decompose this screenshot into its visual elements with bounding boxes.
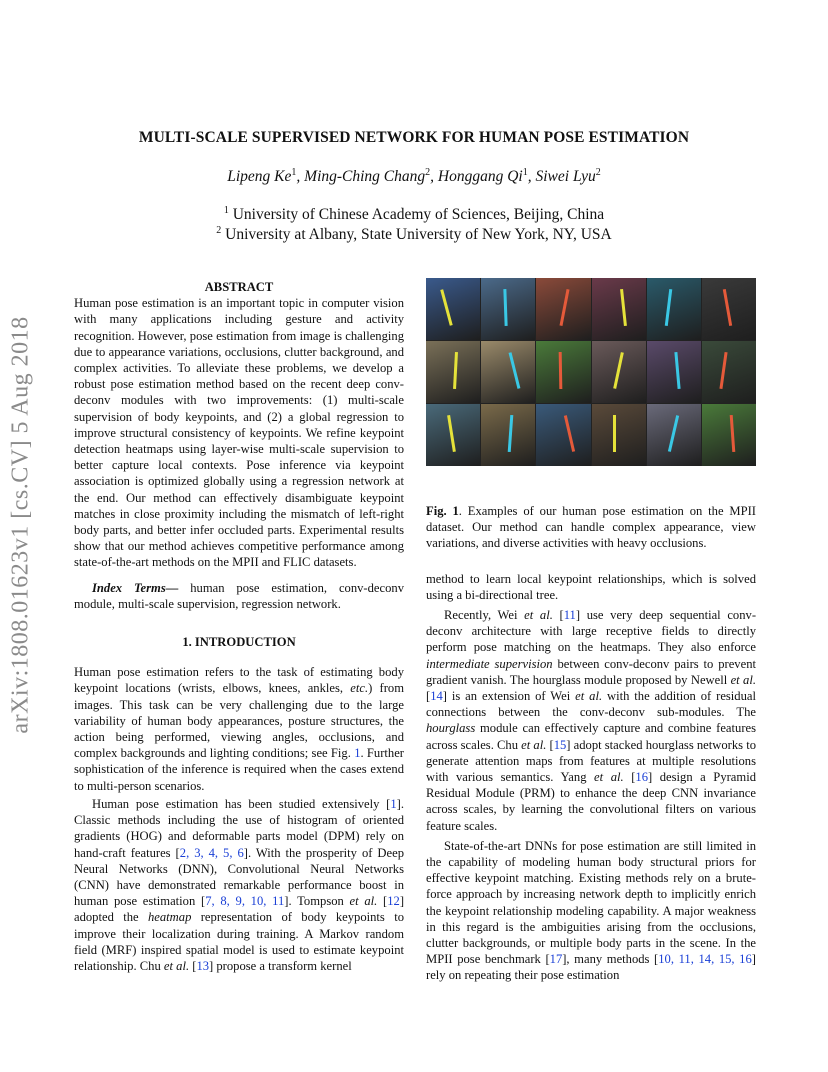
- pose-example-photo: [426, 341, 480, 403]
- text-run: ] adopt stacked hourglass networks to generate attention maps from features at multiple resolutions with various semantics. Yang: [426, 737, 757, 785]
- text-run: intermediate supervision: [426, 656, 553, 671]
- text-run: Human pose estimation refers to the task of estimating body keypoint locations (wrists, elbows, knees, ankles,: [74, 665, 404, 696]
- pose-example-photo: [536, 278, 590, 340]
- text-run: [: [552, 608, 564, 623]
- author-sep: ,: [430, 168, 438, 185]
- citation-link[interactable]: 2, 3, 4, 5, 6: [179, 845, 244, 860]
- pose-example-photo: [481, 404, 535, 466]
- text-run: Human pose estimation has been studied extensively [: [92, 796, 391, 811]
- text-run: [: [426, 689, 431, 704]
- text-run: Recently, Wei: [444, 608, 525, 623]
- author-sup: 2: [425, 166, 431, 178]
- pose-example-photo: [536, 404, 590, 466]
- text-run: [: [546, 737, 554, 752]
- text-run: et al.: [349, 894, 378, 909]
- author-name: Lipeng Ke: [227, 168, 292, 185]
- intro-paragraph-1: [74, 664, 404, 794]
- citation-link[interactable]: 15: [553, 737, 567, 752]
- pose-example-photo: [592, 404, 646, 466]
- pose-skeleton-overlay: [440, 289, 453, 326]
- text-run: [: [623, 770, 636, 785]
- text-run: heatmap: [148, 910, 192, 925]
- text-run: ] is an extension of Wei: [442, 689, 576, 704]
- pose-skeleton-overlay: [564, 415, 575, 452]
- author-sup: 2: [595, 166, 601, 178]
- text-run: ) from images. This task can be very challenging due to the large variability of human body appearances, posture structures, the action being performed, viewing angles, occlusions, and complex backgrounds and lighting conditions; see Fig.: [74, 681, 404, 761]
- text-run: with the addition of residual connections between the conv-deconv sub-modules. The: [426, 689, 756, 720]
- pose-skeleton-overlay: [447, 415, 456, 452]
- index-terms-label: Index Terms—: [92, 580, 179, 595]
- pose-example-photo: [647, 404, 701, 466]
- citation-link[interactable]: 12: [387, 894, 400, 909]
- pose-example-photo: [481, 341, 535, 403]
- citation-link[interactable]: 16: [635, 770, 648, 785]
- text-run: et al.: [163, 958, 190, 973]
- text-run: et al.: [575, 689, 603, 704]
- author-list: [0, 168, 828, 186]
- text-run: between conv-deconv pairs to prevent gradient vanish. The hourglass module proposed by Newell: [426, 656, 756, 687]
- figure-1-image: [426, 278, 756, 466]
- text-run: ]. With the prosperity of Deep Neural Networks (DNN), Convolutional Neural Networks (CNN) have demonstrated remarkable performance boost in human pose estimation [: [74, 845, 405, 909]
- text-run: etc.: [350, 681, 369, 696]
- text-run: hourglass: [426, 721, 476, 736]
- text-run: module can effectively capture and combine features across scales. Chu: [426, 721, 756, 752]
- figure-ref-link[interactable]: 1: [354, 746, 361, 761]
- index-terms: [74, 580, 404, 612]
- pose-skeleton-overlay: [559, 289, 569, 326]
- author-sep: ,: [296, 168, 305, 185]
- pose-skeleton-overlay: [453, 352, 458, 389]
- paper-title: MULTI-SCALE SUPERVISED NETWORK FOR HUMAN POSE ESTIMATION: [138, 129, 690, 146]
- pose-example-photo: [481, 278, 535, 340]
- pose-skeleton-overlay: [620, 289, 627, 326]
- text-run: et al.: [594, 770, 624, 785]
- citation-link[interactable]: 1: [390, 796, 397, 811]
- figure-label: Fig. 1: [426, 504, 459, 518]
- text-run: representation of body keypoints to improve their localization during training. A Markov random field (MRF) inspired spatial model is used to estimate keypoint relationship. Chu: [74, 910, 404, 973]
- right-paragraph-1: [426, 607, 756, 834]
- affil-text: University at Albany, State University of New York, NY, USA: [221, 226, 612, 243]
- pose-example-photo: [426, 278, 480, 340]
- right-paragraph-0: method to learn local keypoint relationships, which is solved using a bi-directional tree.: [426, 571, 756, 602]
- text-run: ] adopted the: [74, 894, 405, 925]
- pose-skeleton-overlay: [509, 352, 521, 389]
- author-name: Ming-Ching Chang: [304, 168, 426, 185]
- pose-skeleton-overlay: [665, 289, 673, 326]
- intro-paragraph-2: [74, 796, 404, 974]
- index-terms-text: human pose estimation, conv-deconv module, multi-scale supervision, regression network.: [74, 580, 404, 611]
- arxiv-stamp-text: arXiv:1808.01623v1 [cs.CV] 5 Aug 2018: [7, 316, 34, 734]
- text-run: ]. Tompson: [284, 894, 350, 909]
- pose-skeleton-overlay: [507, 415, 513, 452]
- citation-link[interactable]: 7, 8, 9, 10, 11: [205, 894, 285, 909]
- pose-example-photo: [426, 404, 480, 466]
- text-run: et al.: [521, 737, 547, 752]
- pose-example-photo: [592, 341, 646, 403]
- pose-example-photo: [647, 341, 701, 403]
- pose-skeleton-overlay: [675, 352, 681, 389]
- pose-skeleton-overlay: [614, 352, 625, 389]
- intro-heading: 1. INTRODUCTION: [182, 635, 296, 650]
- author-sup: 1: [291, 166, 297, 178]
- left-column: [74, 279, 404, 974]
- author-name: Siwei Lyu: [535, 168, 596, 185]
- pose-skeleton-overlay: [723, 289, 732, 326]
- text-run: et al.: [524, 608, 553, 623]
- author-name: Honggang Qi: [437, 168, 523, 185]
- pose-example-photo: [702, 278, 756, 340]
- arxiv-stamp: [6, 290, 36, 760]
- pose-skeleton-overlay: [613, 415, 616, 452]
- text-run: ] propose a transform kernel: [209, 958, 352, 973]
- pose-skeleton-overlay: [668, 415, 679, 452]
- figure-caption: [426, 503, 756, 552]
- citation-link[interactable]: 17: [549, 952, 563, 967]
- text-run: State-of-the-art DNNs for pose estimation are still limited in the capability of modeling human body structural priors for effective keypoint matching. Existing methods rely on a brute-force approach by increasing network depth to implicitly enrich the keypoint relationship modeling capability. A major weakness in this regard is the ambiguities arising from the occlusions, clutter backgrounds, or multiple body parts in the scene. In the MPII pose benchmark [: [426, 838, 756, 967]
- text-run: ]. Classic methods including the use of histogram of oriented gradients (HOG) and deformable parts model (DPM) rely on hand-craft features [: [74, 796, 404, 860]
- pose-example-photo: [702, 341, 756, 403]
- citation-link[interactable]: 11: [563, 608, 576, 623]
- text-run: [: [189, 958, 197, 973]
- text-run: ], many methods [: [562, 952, 659, 967]
- text-run: ] design a Pyramid Residual Module (PRM) to enhance the deep CNN invariance across scales, by learning the convolutional filters on various feature scales.: [426, 770, 756, 833]
- pose-example-photo: [702, 404, 756, 466]
- citation-link[interactable]: 13: [196, 958, 210, 973]
- affiliation-1: [0, 206, 828, 224]
- affil-text: University of Chinese Academy of Sciences, Beijing, China: [228, 206, 605, 223]
- abstract-text: Human pose estimation is an important topic in computer vision with many applications including gesture and activity recognition. However, pose estimation from image is challenging due to appearance variations, occlusions, clutter background, and complex activities. To alleviate these problems, we develop a robust pose estimation method based on the recent deep conv-deconv modules with two improvements: (1) multi-scale supervision of body keypoints, and (2) a global regression to improve structural consistency of keypoints. We refine keypoint detection heatmaps using layer-wise multi-scale supervision to better capture local contexts. Pose inference via keypoint association is optimized globally using a regression network at the end. Our method can effectively disambiguate keypoint matches in close proximity including the mismatch of left-right body parts, and better infer occluded parts. Experimental results show that our method achieves competitive performance among state-of-the-art methods on the MPII and FLIC datasets.: [74, 296, 404, 570]
- abstract-heading: ABSTRACT: [204, 280, 274, 294]
- citation-link[interactable]: 14: [430, 689, 443, 704]
- author-sep: ,: [527, 168, 536, 185]
- text-run: et al.: [730, 672, 757, 687]
- pose-skeleton-overlay: [730, 415, 736, 452]
- pose-example-photo: [647, 278, 701, 340]
- text-run: [: [377, 894, 388, 909]
- pose-skeleton-overlay: [558, 352, 562, 389]
- affil-sup: 1: [223, 204, 229, 216]
- citation-link[interactable]: 10, 11, 14, 15, 16: [658, 952, 752, 967]
- right-column: [426, 503, 756, 984]
- pose-skeleton-overlay: [719, 352, 727, 389]
- pose-example-photo: [592, 278, 646, 340]
- pose-skeleton-overlay: [503, 289, 507, 326]
- affil-sup: 2: [216, 224, 222, 236]
- text-run: ] use very deep sequential conv-deconv architecture with large receptive fields to directly perform pose matching on the heatmaps. They also enforce: [426, 608, 757, 655]
- text-run: . Further sophistication of the inference is required when the cases extend to multi-person scenarios.: [74, 746, 405, 793]
- affiliation-2: [0, 226, 828, 244]
- pose-example-photo: [536, 341, 590, 403]
- right-paragraph-2: [426, 838, 756, 984]
- author-sup: 1: [522, 166, 528, 178]
- text-run: ] rely on repeating their pose estimation: [426, 952, 756, 983]
- figure-caption-text: . Examples of our human pose estimation on the MPII dataset. Our method can handle complex appearance, view variations, and diverse activities with heavy occlusions.: [426, 504, 756, 551]
